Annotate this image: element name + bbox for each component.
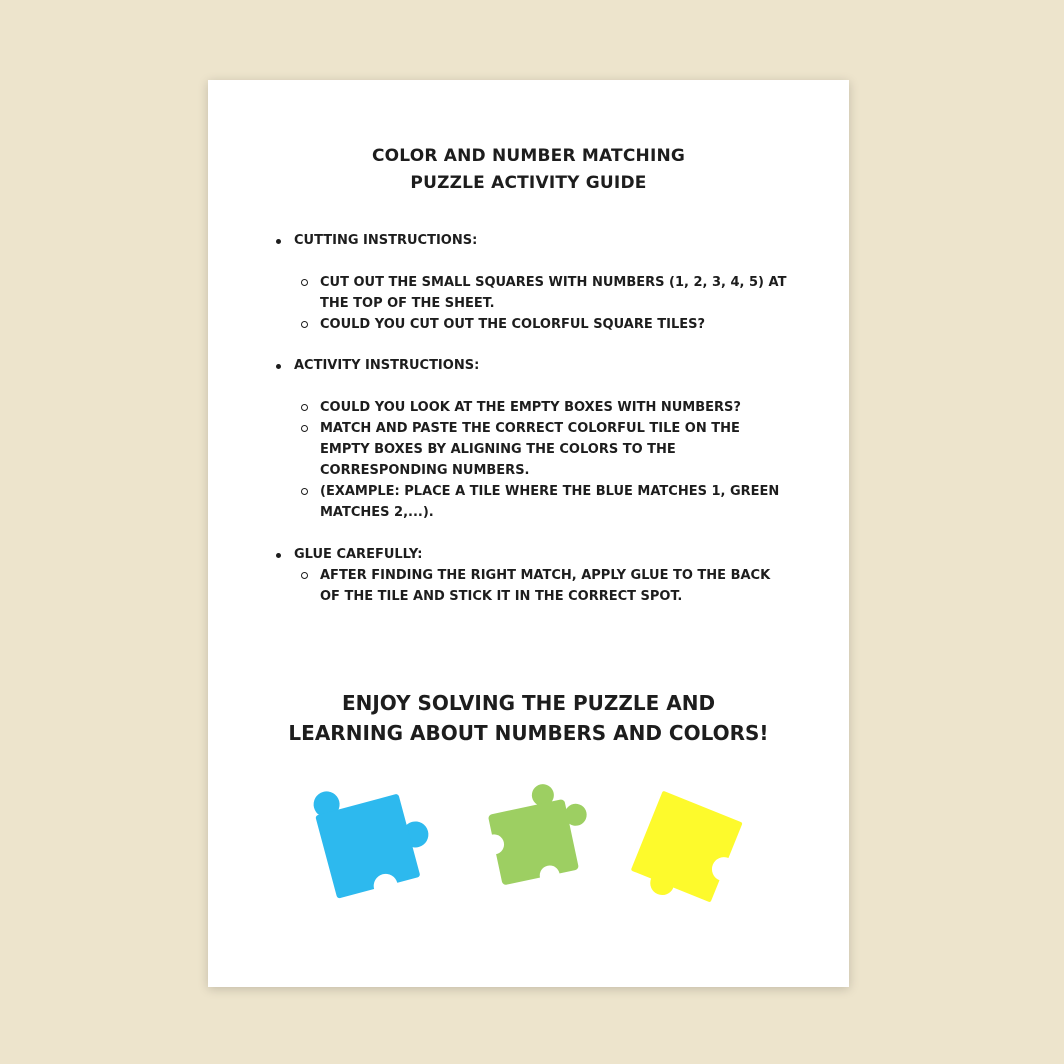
- section-heading: GLUE CAREFULLY:: [294, 547, 423, 562]
- green-puzzle-piece-icon: [470, 780, 600, 900]
- list-item: COULD YOU LOOK AT THE EMPTY BOXES WITH NUMBERS?: [294, 397, 794, 418]
- list-item: CUT OUT THE SMALL SQUARES WITH NUMBERS (1, 2, 3, 4, 5) AT THE TOP OF THE SHEET.: [294, 272, 794, 314]
- list-item: AFTER FINDING THE RIGHT MATCH, APPLY GLUE TO THE BACK OF THE TILE AND STICK IT IN THE CORRECT SPOT.: [294, 565, 794, 607]
- closing-message: [208, 688, 849, 748]
- list-item: COULD YOU CUT OUT THE COLORFUL SQUARE TILES?: [294, 314, 794, 335]
- blue-puzzle-piece-icon: [296, 773, 446, 913]
- sub-list: [294, 272, 794, 335]
- section-heading: CUTTING INSTRUCTIONS:: [294, 233, 478, 248]
- closing-line-1: ENJOY SOLVING THE PUZZLE AND: [341, 691, 716, 715]
- closing-line-2: LEARNING ABOUT NUMBERS AND COLORS!: [288, 721, 769, 745]
- section-glue-carefully: [274, 544, 794, 607]
- yellow-puzzle-piece-icon: [626, 782, 756, 912]
- title-line-1: COLOR AND NUMBER MATCHING: [371, 146, 686, 166]
- page-title: [208, 143, 849, 197]
- title-line-2: PUZZLE ACTIVITY GUIDE: [410, 173, 647, 193]
- instruction-list: [274, 230, 794, 607]
- sub-list: [294, 397, 794, 523]
- sub-list: [294, 565, 794, 607]
- list-item: MATCH AND PASTE THE CORRECT COLORFUL TILE ON THE EMPTY BOXES BY ALIGNING THE COLORS TO THE CORRESPONDING NUMBERS.: [294, 418, 794, 481]
- section-heading: ACTIVITY INSTRUCTIONS:: [294, 358, 480, 373]
- section-cutting-instructions: [274, 230, 794, 335]
- activity-guide-sheet: [208, 80, 849, 987]
- list-item: (EXAMPLE: PLACE A TILE WHERE THE BLUE MATCHES 1, GREEN MATCHES 2,...).: [294, 481, 794, 523]
- section-activity-instructions: [274, 355, 794, 523]
